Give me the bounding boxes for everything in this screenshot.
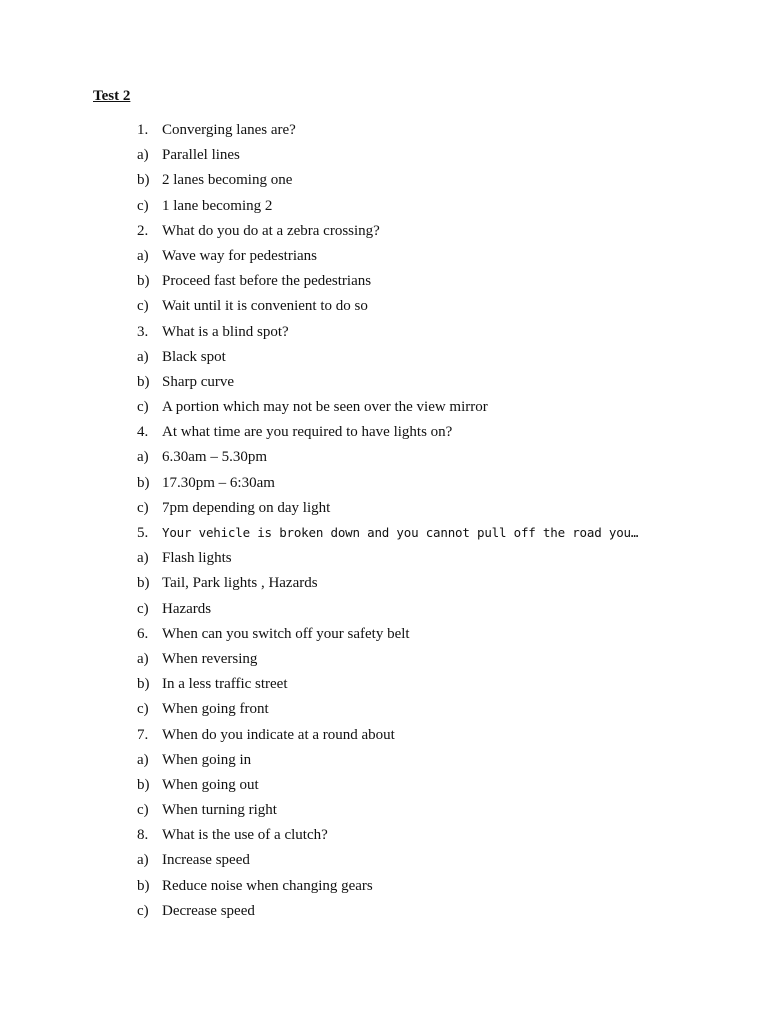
option-letter: c) — [137, 499, 149, 516]
question-number: 7. — [137, 726, 149, 743]
option-letter: b) — [137, 172, 150, 189]
question-number: 8. — [137, 827, 149, 844]
answer-option-row — [0, 549, 768, 574]
option-letter: c) — [137, 600, 149, 617]
option-text: Decrease speed — [162, 902, 255, 919]
question-row — [0, 423, 768, 448]
option-text: 2 lanes becoming one — [162, 172, 293, 189]
question-row — [0, 222, 768, 247]
option-text: Tail, Park lights , Hazards — [162, 575, 318, 592]
option-letter: a) — [137, 147, 149, 164]
option-text: 7pm depending on day light — [162, 499, 331, 516]
answer-option-row — [0, 700, 768, 725]
option-letter: b) — [137, 776, 150, 793]
option-letter: c) — [137, 197, 149, 214]
option-letter: b) — [137, 474, 150, 491]
option-letter: a) — [137, 852, 149, 869]
option-letter: a) — [137, 550, 149, 567]
option-letter: c) — [137, 902, 149, 919]
option-text: 6.30am – 5.30pm — [162, 449, 267, 466]
option-text: Black spot — [162, 348, 226, 365]
option-letter: b) — [137, 373, 150, 390]
option-letter: a) — [137, 751, 149, 768]
page-title: Test 2 — [93, 88, 131, 104]
answer-option-row — [0, 675, 768, 700]
option-text: When going in — [162, 751, 252, 768]
option-letter: a) — [137, 348, 149, 365]
question-row — [0, 826, 768, 851]
question-text: Converging lanes are? — [162, 122, 296, 138]
answer-option-row — [0, 373, 768, 398]
option-letter: b) — [137, 676, 150, 693]
option-text: Increase speed — [162, 852, 250, 869]
option-text: In a less traffic street — [162, 676, 288, 693]
answer-option-row — [0, 851, 768, 876]
question-row — [0, 121, 768, 146]
option-letter: b) — [137, 877, 150, 894]
answer-option-row — [0, 448, 768, 473]
answer-option-row — [0, 776, 768, 801]
option-text: When reversing — [162, 650, 258, 667]
question-text: When can you switch off your safety belt — [162, 625, 410, 642]
option-text: Proceed fast before the pedestrians — [162, 273, 372, 290]
question-row — [0, 524, 768, 549]
question-number: 3. — [137, 323, 149, 340]
option-letter: a) — [137, 449, 149, 466]
question-number: 1. — [137, 122, 149, 138]
question-text: What do you do at a zebra crossing? — [162, 222, 380, 239]
option-letter: c) — [137, 399, 149, 416]
option-letter: c) — [137, 701, 149, 718]
option-text: Reduce noise when changing gears — [162, 877, 373, 894]
answer-option-row — [0, 751, 768, 776]
answer-option-row — [0, 398, 768, 423]
option-text: When turning right — [162, 802, 277, 819]
question-text: What is the use of a clutch? — [162, 827, 328, 844]
answer-option-row — [0, 197, 768, 222]
option-text: Parallel lines — [162, 147, 240, 164]
answer-option-row — [0, 650, 768, 675]
option-text: Hazards — [162, 600, 212, 617]
answer-option-row — [0, 171, 768, 196]
option-text: When going front — [162, 701, 269, 718]
option-text: Sharp curve — [162, 373, 235, 390]
option-text: A portion which may not be seen over the view mirror — [162, 399, 488, 416]
answer-option-row — [0, 499, 768, 524]
question-list — [0, 121, 768, 927]
answer-option-row — [0, 272, 768, 297]
answer-option-row — [0, 574, 768, 599]
question-number: 2. — [137, 222, 149, 239]
question-number: 4. — [137, 424, 149, 441]
option-letter: a) — [137, 650, 149, 667]
answer-option-row — [0, 146, 768, 171]
question-text: Your vehicle is broken down and you cannot pull off the road you… — [162, 525, 639, 540]
answer-option-row — [0, 801, 768, 826]
answer-option-row — [0, 877, 768, 902]
answer-option-row — [0, 247, 768, 272]
answer-option-row — [0, 474, 768, 499]
option-letter: b) — [137, 273, 150, 290]
answer-option-row — [0, 348, 768, 373]
question-text: What is a blind spot? — [162, 323, 289, 340]
option-text: 1 lane becoming 2 — [162, 197, 273, 214]
question-row — [0, 625, 768, 650]
answer-option-row — [0, 600, 768, 625]
question-row — [0, 726, 768, 751]
answer-option-row — [0, 902, 768, 927]
option-text: Wave way for pedestrians — [162, 247, 317, 264]
option-text: 17.30pm – 6:30am — [162, 474, 275, 491]
option-letter: c) — [137, 298, 149, 315]
question-row — [0, 323, 768, 348]
question-number: 5. — [137, 525, 149, 541]
option-letter: b) — [137, 575, 150, 592]
answer-option-row — [0, 297, 768, 322]
option-text: Flash lights — [162, 550, 232, 567]
question-text: At what time are you required to have lights on? — [162, 424, 453, 441]
option-text: Wait until it is convenient to do so — [162, 298, 368, 315]
option-letter: a) — [137, 247, 149, 264]
option-text: When going out — [162, 776, 259, 793]
question-number: 6. — [137, 625, 149, 642]
question-text: When do you indicate at a round about — [162, 726, 395, 743]
option-letter: c) — [137, 802, 149, 819]
